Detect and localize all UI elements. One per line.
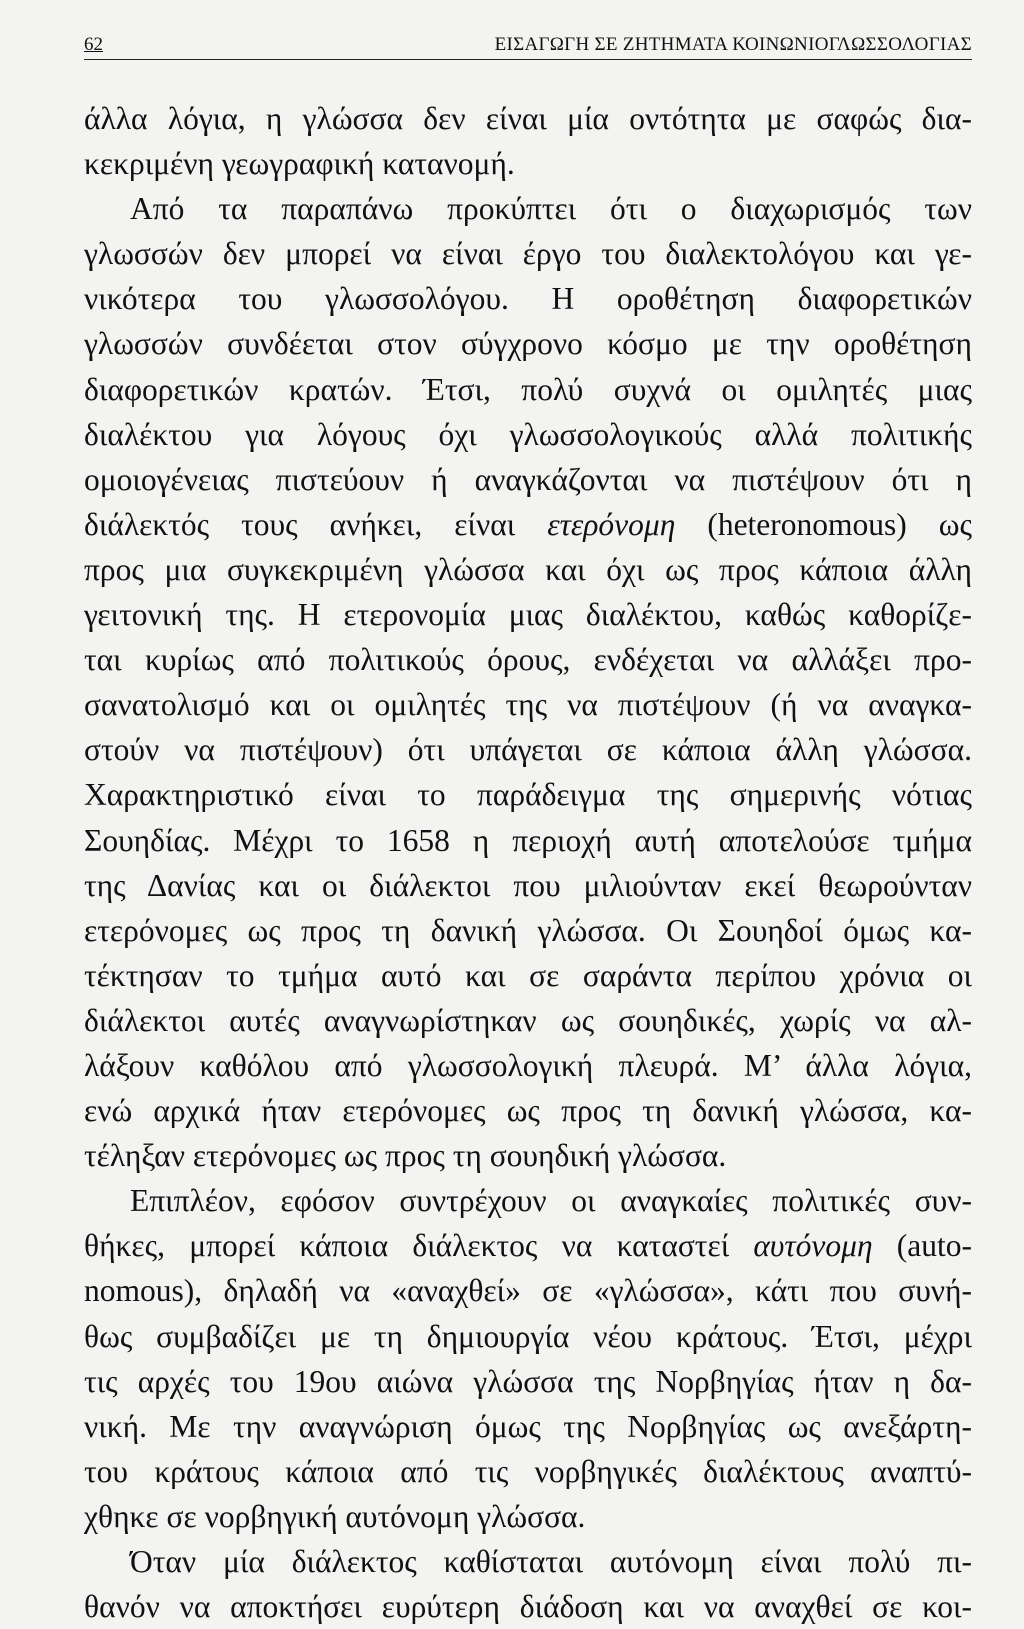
running-title: ΕΙΣΑΓΩΓΗ ΣΕ ΖΗΤΗΜΑΤΑ ΚΟΙΝΩΝΙΟΓΛΩΣΣΟΛΟΓΙΑΣ [494, 34, 972, 55]
text-line: νική. Με την αναγνώριση όμως της Νορβηγίας ως ανεξάρτη- [84, 1408, 972, 1444]
text-line: κεκριμένη γεωγραφική κατανομή. [84, 146, 515, 182]
text-line: τέκτησαν το τμήμα αυτό και σε σαράντα περίπου χρόνια οι [84, 957, 972, 993]
text-line: του κράτους κάποια από τις νορβηγικές διαλέκτους αναπτύ- [84, 1453, 972, 1489]
text-line: στούν να πιστέψουν) ότι υπάγεται σε κάποια άλλη γλώσσα. [84, 732, 972, 768]
paragraph-start-line: Επιπλέον, εφόσον συντρέχουν οι αναγκαίες πολιτικές συν- [130, 1183, 972, 1219]
text-line: χθηκε σε νορβηγική αυτόνομη γλώσσα. [84, 1498, 586, 1534]
italic-term: αυτόνομη [753, 1228, 873, 1264]
text-line: λάξουν καθόλου από γλωσσολογική πλευρά. Μ’ άλλα λόγια, [84, 1047, 972, 1083]
line-text: θήκες, μπορεί κάποια διάλεκτος να καταστεί [84, 1228, 754, 1264]
page-number: 62 [84, 34, 103, 55]
text-line: νικότερα του γλωσσολόγου. Η οροθέτηση διαφορετικών [84, 281, 972, 317]
text-line: γλωσσών συνδέεται στον σύγχρονο κόσμο με την οροθέτηση [84, 326, 972, 362]
text-line: Σουηδίας. Μέχρι το 1658 η περιοχή αυτή αποτελούσε τμήμα [84, 822, 972, 858]
text-line: προς μια συγκεκριμένη γλώσσα και όχι ως προς κάποια άλλη [84, 551, 972, 587]
text-line: της Δανίας και οι διάλεκτοι που μιλιούνταν εκεί θεωρούνταν [84, 867, 972, 903]
text-line: θως συμβαδίζει με τη δημιουργία νέου κράτους. Έτσι, μέχρι [84, 1318, 972, 1354]
text-line: διαλέκτου για λόγους όχι γλωσσολογικούς αλλά πολιτικής [84, 416, 972, 452]
paragraph-start-line: Όταν μία διάλεκτος καθίσταται αυτόνομη είναι πολύ πι- [130, 1544, 972, 1579]
text-line: ετερόνομες ως προς τη δανική γλώσσα. Οι Σουηδοί όμως κα- [84, 912, 972, 948]
text-line: διαφορετικών κρατών. Έτσι, πολύ συχνά οι ομιλητές μιας [84, 371, 972, 407]
line-text: (heteronomous) ως [675, 506, 972, 542]
text-line: γειτονική της. Η ετερονομία μιας διαλέκτου, καθώς καθορίζε- [84, 597, 972, 633]
line-text: διάλεκτός τους ανήκει, είναι [84, 506, 548, 542]
text-line: διάλεκτοι αυτές αναγνωρίστηκαν ως σουηδικές, χωρίς να αλ- [84, 1002, 972, 1038]
text-line [84, 1223, 972, 1268]
text-line: τέληξαν ετερόνομες ως προς τη σουηδική γλώσσα. [84, 1138, 727, 1174]
text-line: nomous), δηλαδή να «αναχθεί» σε «γλώσσα», κάτι που συνή- [84, 1273, 972, 1309]
text-line: γλωσσών δεν μπορεί να είναι έργο του διαλεκτολόγου και γε- [84, 236, 972, 272]
text-line: ται κυρίως από πολιτικούς όρους, ενδέχεται να αλλάξει προ- [84, 642, 972, 678]
paragraph-start-line: Από τα παραπάνω προκύπτει ότι ο διαχωρισμός των [130, 191, 972, 227]
text-line: Χαρακτηριστικό είναι το παράδειγμα της σημερινής νότιας [84, 777, 972, 813]
body-text [84, 96, 972, 1629]
text-line: ενώ αρχικά ήταν ετερόνομες ως προς τη δανική γλώσσα, κα- [84, 1093, 972, 1129]
line-text: (auto- [872, 1228, 972, 1264]
text-line: θανόν να αποκτήσει ευρύτερη διάδοση και να αναχθεί σε κοι- [84, 1589, 972, 1625]
running-header [84, 34, 972, 60]
italic-term: ετερόνομη [547, 506, 676, 542]
text-line [84, 502, 972, 547]
text-line: τις αρχές του 19ου αιώνα γλώσσα της Νορβηγίας ήταν η δα- [84, 1363, 972, 1399]
text-line: ομοιογένειας πιστεύουν ή αναγκάζονται να πιστέψουν ότι η [84, 461, 972, 497]
text-line: άλλα λόγια, η γλώσσα δεν είναι μία οντότητα με σαφώς δια- [84, 101, 972, 136]
text-line: σανατολισμό και οι ομιλητές της να πιστέψουν (ή να αναγκα- [84, 687, 972, 723]
